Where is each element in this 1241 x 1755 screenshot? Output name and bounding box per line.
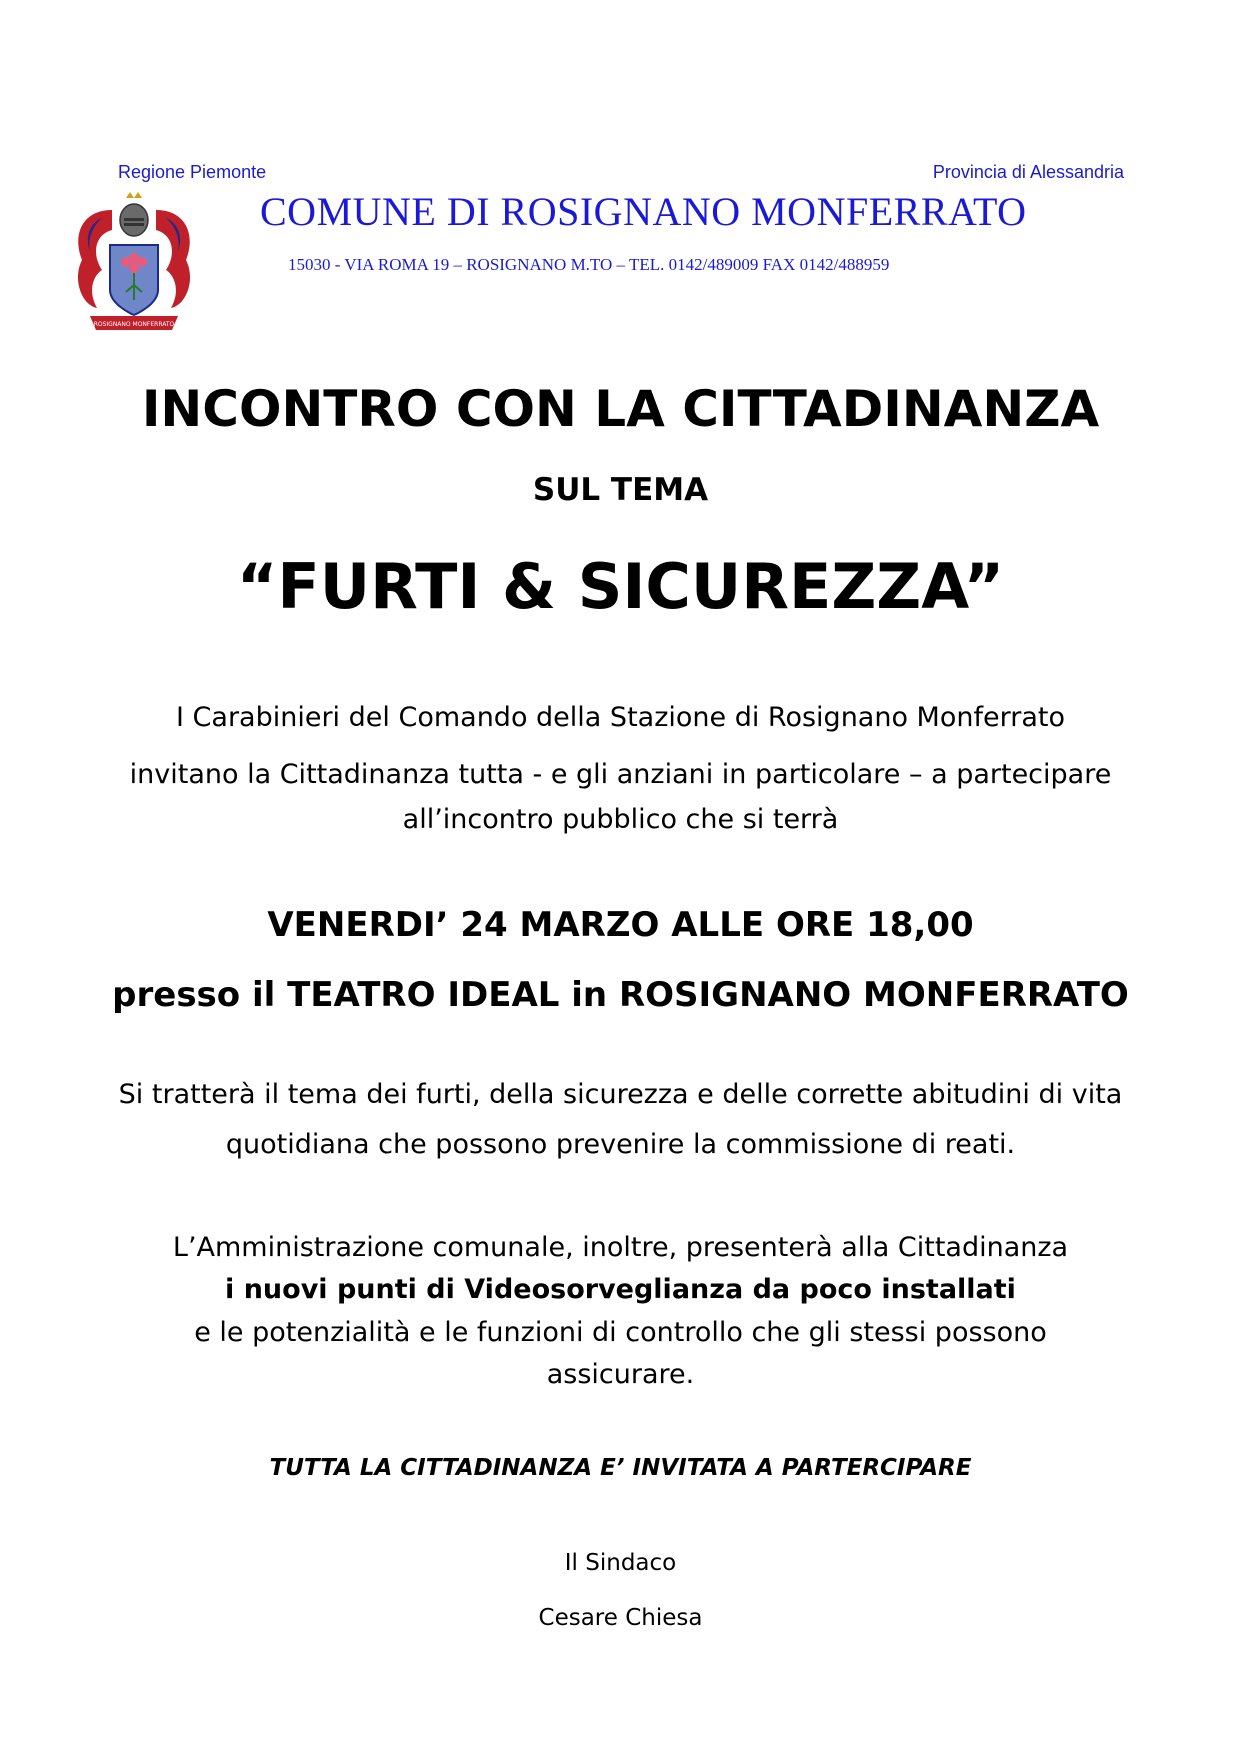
organizer-line: I Carabinieri del Comando della Stazione di Rosignano Monferrato <box>176 702 1065 733</box>
admin-line-4: assicurare. <box>546 1359 695 1390</box>
region-label: Regione Piemonte <box>118 162 267 182</box>
notice-topic: “FURTI & SICUREZZA” <box>236 550 1005 623</box>
municipal-crest-logo <box>72 190 196 338</box>
municipality-address: 15030 - VIA ROMA 19 – ROSIGNANO M.TO – TEL. 0142/489009 FAX 0142/488959 <box>288 255 890 274</box>
municipality-title: COMUNE DI ROSIGNANO MONFERRATO <box>260 189 1027 234</box>
invitation-line-2: all’incontro pubblico che si terrà <box>402 804 839 835</box>
notice-title: INCONTRO CON LA CITTADINANZA <box>141 380 1100 438</box>
event-date-time: VENERDI’ 24 MARZO ALLE ORE 18,00 <box>267 905 974 945</box>
admin-line-3: e le potenzialità e le funzioni di controllo che gli stessi possono <box>194 1317 1047 1348</box>
admin-line-1: L’Amministrazione comunale, inoltre, presenterà alla Cittadinanza <box>172 1232 1069 1263</box>
description-line-1: Si tratterà il tema dei furti, della sicurezza e delle corrette abitudini di vita <box>118 1079 1123 1110</box>
event-venue: presso il TEATRO IDEAL in ROSIGNANO MONFERRATO <box>112 975 1129 1015</box>
province-label: Provincia di Alessandria <box>932 162 1124 182</box>
invite-all-line: TUTTA LA CITTADINANZA E’ INVITATA A PARTERCIPARE <box>269 1455 972 1481</box>
description-line-2: quotidiana che possono prevenire la commissione di reati. <box>225 1129 1016 1160</box>
admin-line-2: i nuovi punti di Videosorveglianza da poco installati <box>225 1274 1016 1305</box>
crest-ribbon-text: ROSIGNANO MONFERRATO <box>93 321 175 328</box>
invitation-line-1: invitano la Cittadinanza tutta - e gli anziani in particolare – a partecipare <box>129 759 1112 790</box>
notice-subtitle: SUL TEMA <box>532 472 709 508</box>
signature-name: Cesare Chiesa <box>538 1605 703 1631</box>
signature-role: Il Sindaco <box>564 1550 677 1576</box>
